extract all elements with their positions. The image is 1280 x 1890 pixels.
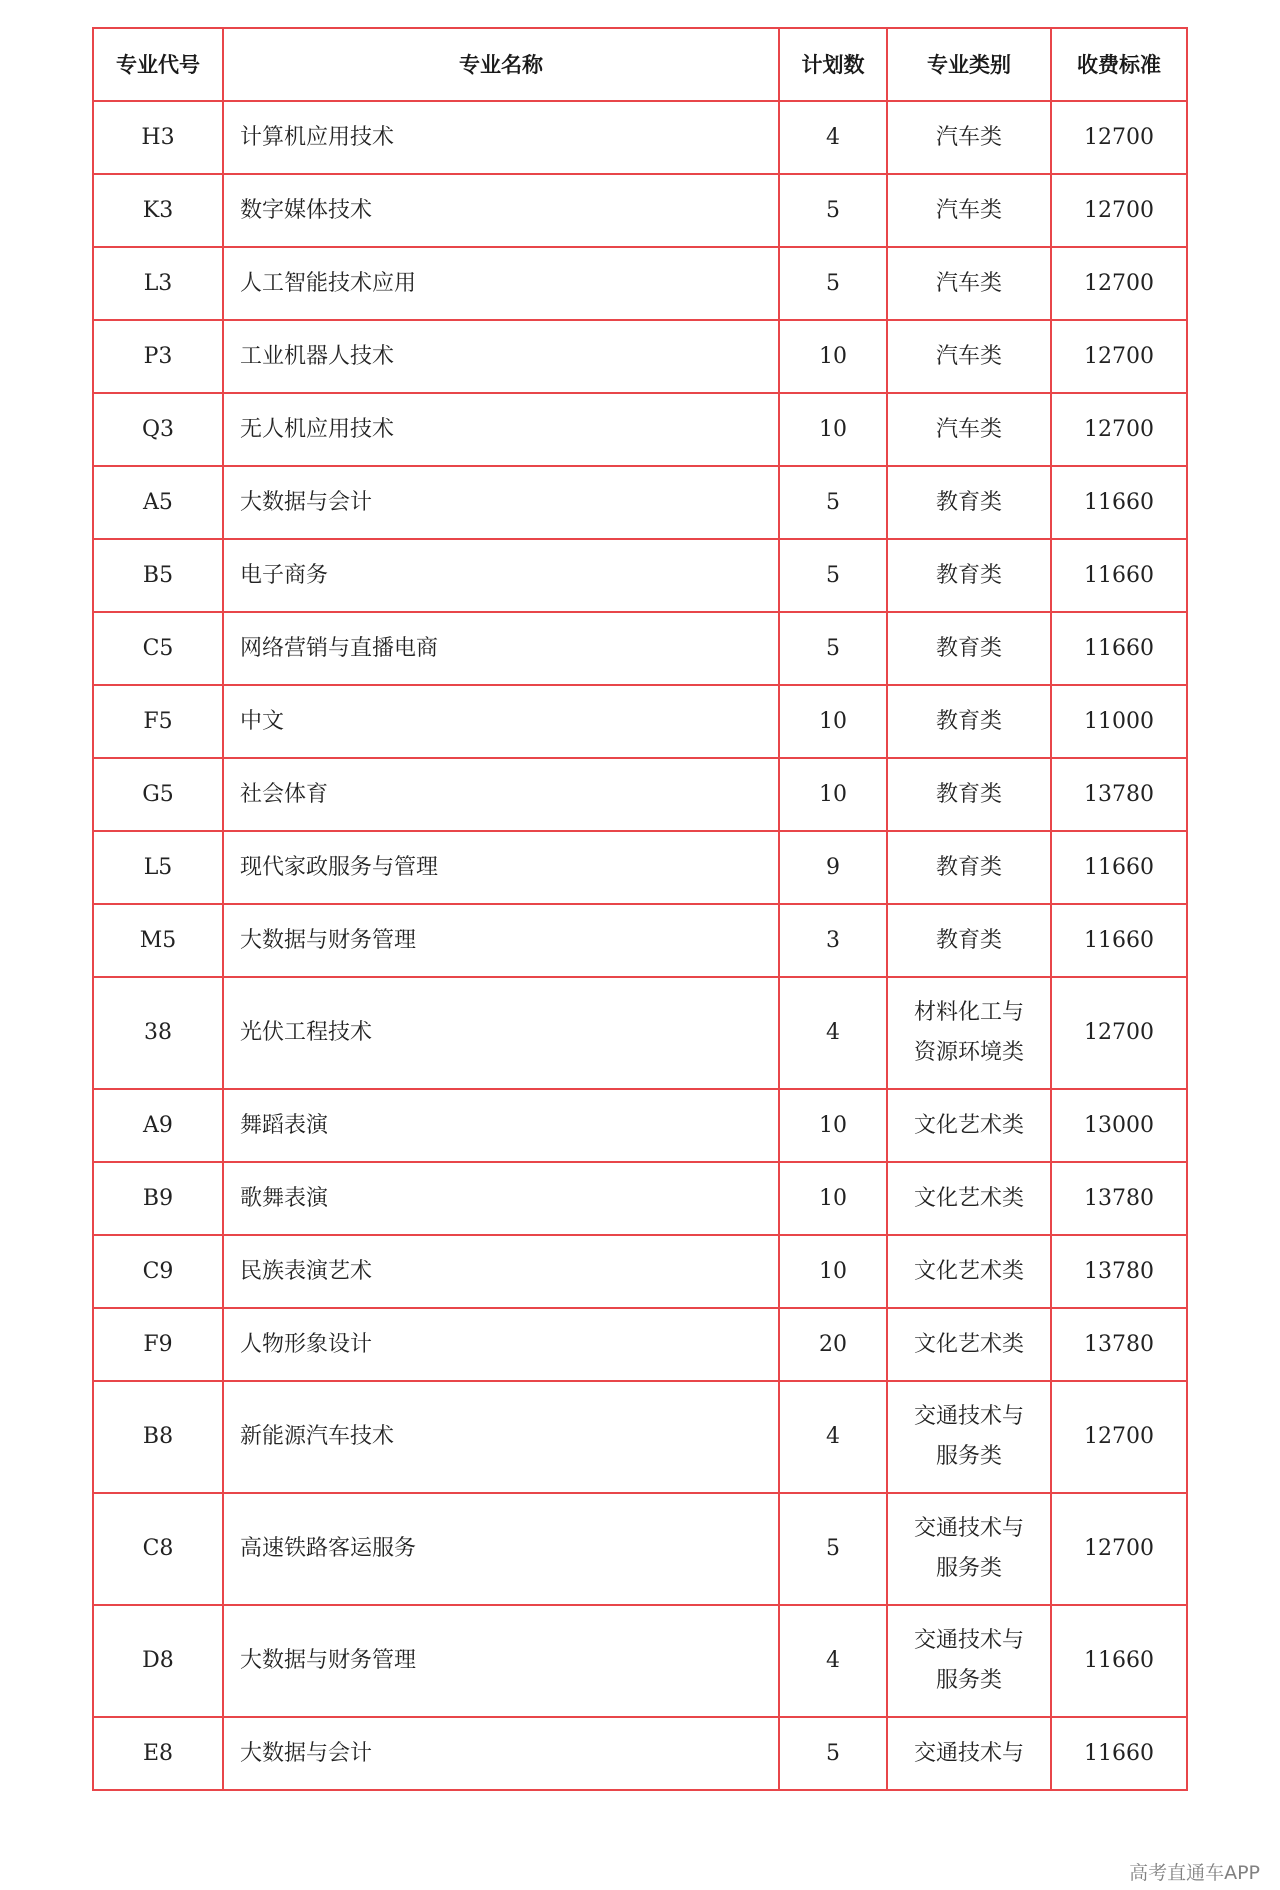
- cell-code: 38: [93, 977, 223, 1089]
- cell-code: B5: [93, 539, 223, 612]
- cell-fee: 12700: [1051, 393, 1187, 466]
- cell-code: E8: [93, 1717, 223, 1790]
- cell-code: H3: [93, 101, 223, 174]
- table-row: [93, 1089, 1187, 1162]
- cell-name: 大数据与会计: [223, 466, 779, 539]
- cell-plan: 5: [779, 1493, 887, 1605]
- table-row: [93, 247, 1187, 320]
- header-fee: 收费标准: [1051, 28, 1187, 101]
- table-row: [93, 466, 1187, 539]
- category-text: 材料化工与资源环境类: [913, 1000, 1024, 1065]
- cell-fee: 12700: [1051, 1381, 1187, 1493]
- cell-fee: 11660: [1051, 904, 1187, 977]
- cell-name: 歌舞表演: [223, 1162, 779, 1235]
- cell-name: 新能源汽车技术: [223, 1381, 779, 1493]
- cell-category: [887, 174, 1051, 247]
- table-body: [93, 101, 1187, 1790]
- cell-code: P3: [93, 320, 223, 393]
- category-text: 教育类: [935, 708, 1002, 734]
- cell-plan: 5: [779, 539, 887, 612]
- cell-category: [887, 101, 1051, 174]
- table-header: [93, 28, 1187, 101]
- table-row: [93, 539, 1187, 612]
- cell-name: 民族表演艺术: [223, 1235, 779, 1308]
- cell-name: 工业机器人技术: [223, 320, 779, 393]
- cell-category: [887, 685, 1051, 758]
- cell-plan: 3: [779, 904, 887, 977]
- cell-category: [887, 1162, 1051, 1235]
- header-code: 专业代号: [93, 28, 223, 101]
- category-text: 教育类: [935, 635, 1002, 661]
- cell-plan: 5: [779, 174, 887, 247]
- cell-fee: 13780: [1051, 1162, 1187, 1235]
- cell-category: [887, 1308, 1051, 1381]
- cell-name: 数字媒体技术: [223, 174, 779, 247]
- cell-fee: 11000: [1051, 685, 1187, 758]
- category-text: 汽车类: [935, 416, 1002, 442]
- cell-name: 现代家政服务与管理: [223, 831, 779, 904]
- cell-code: D8: [93, 1605, 223, 1717]
- category-text: 文化艺术类: [913, 1185, 1024, 1211]
- cell-plan: 20: [779, 1308, 887, 1381]
- category-text: 文化艺术类: [913, 1331, 1024, 1357]
- cell-plan: 5: [779, 466, 887, 539]
- category-text: 教育类: [935, 562, 1002, 588]
- cell-plan: 10: [779, 1162, 887, 1235]
- cell-name: 舞蹈表演: [223, 1089, 779, 1162]
- cell-plan: 4: [779, 977, 887, 1089]
- cell-plan: 4: [779, 101, 887, 174]
- cell-plan: 5: [779, 612, 887, 685]
- table-row: [93, 174, 1187, 247]
- table-row: [93, 101, 1187, 174]
- cell-category: [887, 904, 1051, 977]
- cell-fee: 11660: [1051, 466, 1187, 539]
- cell-plan: 10: [779, 758, 887, 831]
- cell-fee: 12700: [1051, 174, 1187, 247]
- cell-code: F9: [93, 1308, 223, 1381]
- cell-code: K3: [93, 174, 223, 247]
- table-row: [93, 1235, 1187, 1308]
- cell-fee: 11660: [1051, 831, 1187, 904]
- cell-code: B8: [93, 1381, 223, 1493]
- cell-name: 中文: [223, 685, 779, 758]
- cell-fee: 13000: [1051, 1089, 1187, 1162]
- header-plan: 计划数: [779, 28, 887, 101]
- category-text: 交通技术与服务类: [913, 1404, 1024, 1469]
- cell-code: A9: [93, 1089, 223, 1162]
- table-row: [93, 904, 1187, 977]
- table-row: [93, 1308, 1187, 1381]
- category-text: 汽车类: [935, 197, 1002, 223]
- cell-name: 大数据与财务管理: [223, 904, 779, 977]
- cell-category: [887, 1089, 1051, 1162]
- cell-category: [887, 247, 1051, 320]
- table-row: [93, 685, 1187, 758]
- cell-category: [887, 1235, 1051, 1308]
- table-row: [93, 1605, 1187, 1717]
- cell-code: F5: [93, 685, 223, 758]
- cell-plan: 9: [779, 831, 887, 904]
- table-row: [93, 977, 1187, 1089]
- cell-code: G5: [93, 758, 223, 831]
- header-name: 专业名称: [223, 28, 779, 101]
- cell-code: L5: [93, 831, 223, 904]
- cell-category: [887, 1493, 1051, 1605]
- category-text: 汽车类: [935, 270, 1002, 296]
- cell-plan: 10: [779, 1235, 887, 1308]
- cell-name: 高速铁路客运服务: [223, 1493, 779, 1605]
- cell-name: 人物形象设计: [223, 1308, 779, 1381]
- cell-code: A5: [93, 466, 223, 539]
- cell-name: 电子商务: [223, 539, 779, 612]
- cell-code: C8: [93, 1493, 223, 1605]
- cell-fee: 11660: [1051, 612, 1187, 685]
- category-text: 交通技术与服务类: [913, 1516, 1024, 1581]
- cell-fee: 12700: [1051, 977, 1187, 1089]
- category-text: 汽车类: [935, 124, 1002, 150]
- cell-plan: 4: [779, 1381, 887, 1493]
- enrollment-plan-table: [92, 27, 1188, 1791]
- cell-plan: 5: [779, 247, 887, 320]
- cell-fee: 12700: [1051, 320, 1187, 393]
- cell-name: 人工智能技术应用: [223, 247, 779, 320]
- table-row: [93, 320, 1187, 393]
- cell-category: [887, 393, 1051, 466]
- cell-category: [887, 977, 1051, 1089]
- table-row: [93, 758, 1187, 831]
- cell-category: [887, 466, 1051, 539]
- cell-fee: 13780: [1051, 758, 1187, 831]
- cell-category: [887, 758, 1051, 831]
- header-row: [93, 28, 1187, 101]
- table-row: [93, 831, 1187, 904]
- cell-name: 大数据与会计: [223, 1717, 779, 1790]
- table-row: [93, 1493, 1187, 1605]
- cell-fee: 11660: [1051, 1717, 1187, 1790]
- cell-name: 无人机应用技术: [223, 393, 779, 466]
- category-text: 汽车类: [935, 343, 1002, 369]
- category-text: 教育类: [935, 927, 1002, 953]
- cell-plan: 10: [779, 393, 887, 466]
- cell-plan: 10: [779, 685, 887, 758]
- cell-category: [887, 831, 1051, 904]
- cell-fee: 11660: [1051, 1605, 1187, 1717]
- cell-plan: 10: [779, 320, 887, 393]
- cell-fee: 13780: [1051, 1235, 1187, 1308]
- category-text: 交通技术与服务类: [913, 1628, 1024, 1693]
- cell-name: 大数据与财务管理: [223, 1605, 779, 1717]
- cell-code: C9: [93, 1235, 223, 1308]
- cell-category: [887, 1381, 1051, 1493]
- cell-fee: 11660: [1051, 539, 1187, 612]
- cell-fee: 12700: [1051, 101, 1187, 174]
- cell-code: B9: [93, 1162, 223, 1235]
- cell-plan: 5: [779, 1717, 887, 1790]
- cell-category: [887, 1605, 1051, 1717]
- category-text: 文化艺术类: [913, 1112, 1024, 1138]
- category-text: 教育类: [935, 854, 1002, 880]
- cell-fee: 13780: [1051, 1308, 1187, 1381]
- cell-name: 光伏工程技术: [223, 977, 779, 1089]
- cell-code: Q3: [93, 393, 223, 466]
- category-text: 教育类: [935, 489, 1002, 515]
- enrollment-plan-sheet: [92, 27, 1186, 1791]
- cell-fee: 12700: [1051, 1493, 1187, 1605]
- table-row: [93, 393, 1187, 466]
- cell-category: [887, 612, 1051, 685]
- table-row: [93, 1162, 1187, 1235]
- cell-category: [887, 1717, 1051, 1790]
- cell-fee: 12700: [1051, 247, 1187, 320]
- category-text: 文化艺术类: [913, 1258, 1024, 1284]
- cell-code: M5: [93, 904, 223, 977]
- category-text: 教育类: [935, 781, 1002, 807]
- cell-plan: 10: [779, 1089, 887, 1162]
- cell-name: 网络营销与直播电商: [223, 612, 779, 685]
- header-category: 专业类别: [887, 28, 1051, 101]
- watermark-text: 高考直通车APP: [1129, 1862, 1260, 1884]
- cell-category: [887, 539, 1051, 612]
- cell-plan: 4: [779, 1605, 887, 1717]
- table-row: [93, 1381, 1187, 1493]
- category-text: 交通技术与: [913, 1740, 1024, 1766]
- cell-category: [887, 320, 1051, 393]
- table-row: [93, 612, 1187, 685]
- cell-name: 社会体育: [223, 758, 779, 831]
- cell-code: L3: [93, 247, 223, 320]
- cell-name: 计算机应用技术: [223, 101, 779, 174]
- table-row: [93, 1717, 1187, 1790]
- cell-code: C5: [93, 612, 223, 685]
